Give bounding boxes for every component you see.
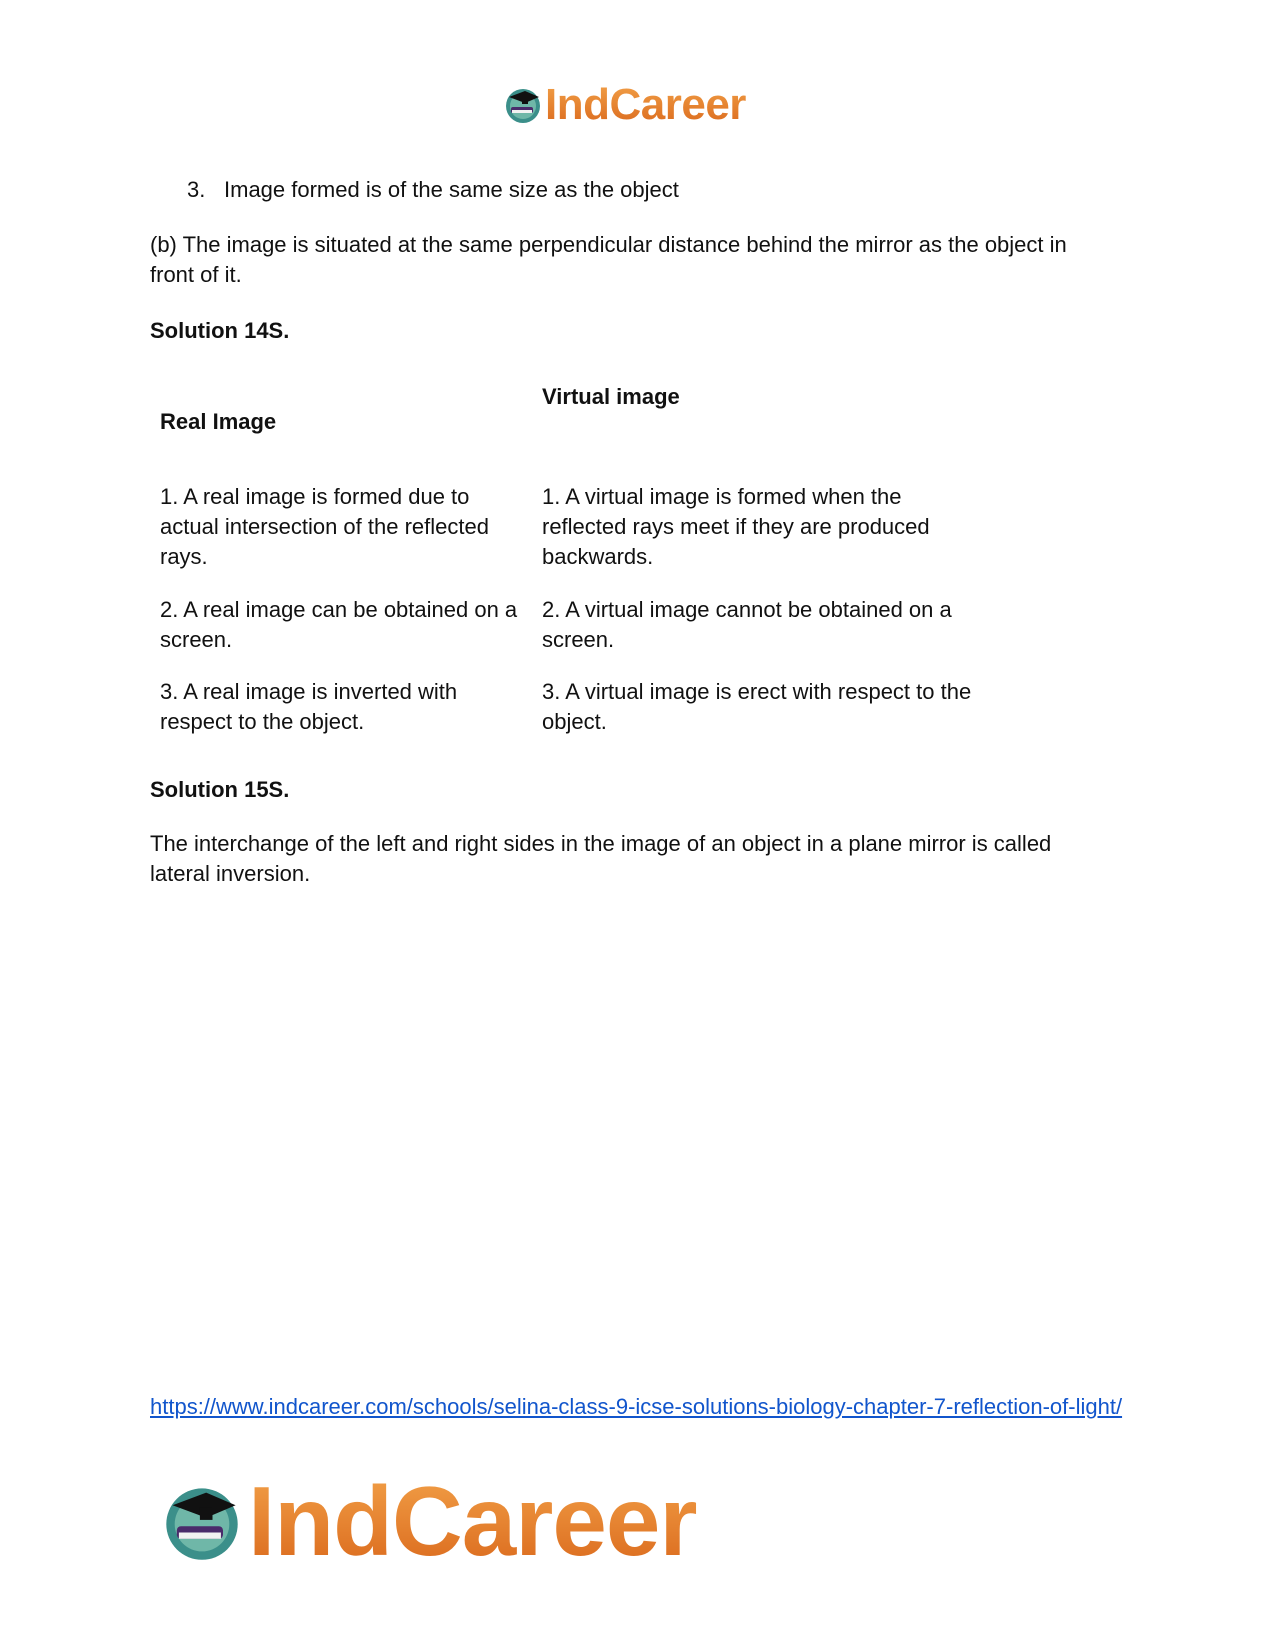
- solution-14-title: Solution 14S.: [150, 318, 290, 343]
- table-cell: 2. A real image can be obtained on a screen.: [160, 597, 518, 652]
- list-text: Image formed is of the same size as the object: [224, 177, 679, 202]
- table-header-virtual: Virtual image: [542, 384, 680, 409]
- table-cell: 1. A virtual image is formed when the reflected rays meet if they are produced backwards.: [542, 484, 930, 569]
- graduation-cap-book-globe-icon: [160, 1480, 244, 1564]
- table-cell: 3. A virtual image is erect with respect to the object.: [542, 679, 972, 734]
- paragraph-b: (b) The image is situated at the same perpendicular distance behind the mirror as the object in front of it.: [150, 232, 1067, 287]
- graduation-cap-book-globe-icon: [503, 85, 543, 125]
- logo-wordmark: IndCareer: [545, 80, 746, 129]
- table-cell: 2. A virtual image cannot be obtained on a screen.: [542, 597, 952, 652]
- list-number: 3.: [187, 177, 206, 202]
- logo-wordmark: IndCareer: [248, 1466, 697, 1576]
- header-logo: [503, 80, 746, 130]
- source-link[interactable]: https://www.indcareer.com/schools/selina-class-9-icse-solutions-biology-chapter-7-reflection-of-light/: [150, 1394, 1123, 1419]
- solution-15-text: The interchange of the left and right sides in the image of an object in a plane mirror is called lateral inversion.: [150, 831, 1052, 886]
- footer-logo: [160, 1465, 697, 1578]
- table-cell: 3. A real image is inverted with respect to the object.: [160, 679, 458, 734]
- solution-15-title: Solution 15S.: [150, 777, 290, 802]
- table-cell: 1. A real image is formed due to actual intersection of the reflected rays.: [160, 484, 489, 569]
- list-item: [187, 175, 679, 205]
- table-header-real: Real Image: [160, 409, 277, 434]
